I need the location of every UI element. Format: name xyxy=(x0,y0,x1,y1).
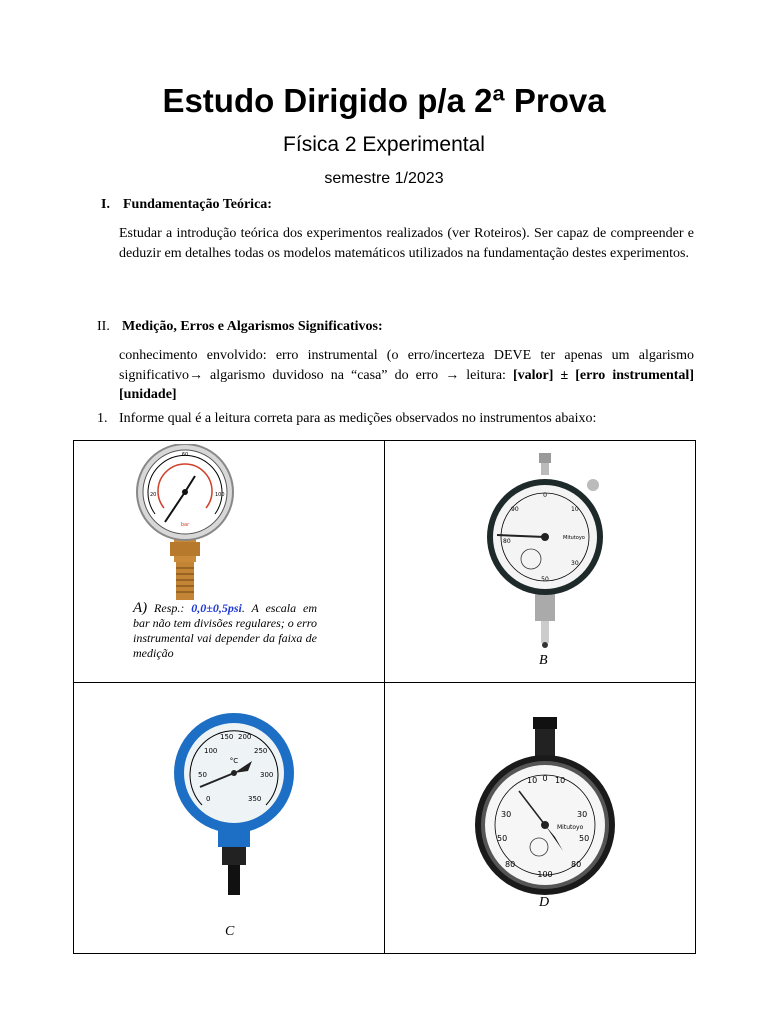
section-2-text-part3: leitura: xyxy=(459,367,513,383)
arrow-icon: → xyxy=(445,367,460,383)
svg-text:80: 80 xyxy=(571,860,582,869)
section-2-text-part1: conhecimento envolvido: erro instrumental (o erro/incerteza DEVE ter apenas um algarismo significativo xyxy=(119,348,694,383)
cell-b xyxy=(385,441,696,683)
pressure-gauge-image xyxy=(132,444,238,600)
svg-text:250: 250 xyxy=(254,747,268,755)
question-1 xyxy=(97,411,596,427)
svg-text:30: 30 xyxy=(577,810,588,819)
cell-c xyxy=(74,683,385,954)
section-2-heading xyxy=(97,319,383,335)
dial-gauge-image xyxy=(471,717,619,895)
page-title: Estudo Dirigido p/a 2ª Prova xyxy=(162,82,606,119)
svg-text:90: 90 xyxy=(511,506,519,513)
figure-c-label: C xyxy=(225,924,235,939)
semester-label: semestre 1/2023 xyxy=(324,170,444,187)
svg-text:10: 10 xyxy=(555,776,566,785)
svg-text:0: 0 xyxy=(206,795,211,803)
answer-a xyxy=(133,601,317,661)
svg-text:Mitutoyo: Mitutoyo xyxy=(563,535,585,541)
svg-text:30: 30 xyxy=(571,560,579,567)
svg-text:80: 80 xyxy=(503,538,511,545)
svg-text:150: 150 xyxy=(220,733,234,741)
instrument-grid xyxy=(73,440,696,954)
svg-text:200: 200 xyxy=(238,733,252,741)
section-1-title: Fundamentação Teórica: xyxy=(123,197,272,212)
svg-text:350: 350 xyxy=(248,795,262,803)
figure-d-label: D xyxy=(539,895,550,910)
arrow-icon: → xyxy=(189,367,203,383)
svg-text:°C: °C xyxy=(229,757,239,765)
svg-text:30: 30 xyxy=(501,810,512,819)
figure-a-label: A) xyxy=(133,600,148,616)
answer-value: 0,0±0,5psi xyxy=(191,601,242,615)
svg-text:50: 50 xyxy=(541,576,549,583)
svg-text:50: 50 xyxy=(198,771,207,779)
section-1-number: I. xyxy=(101,197,110,212)
svg-text:50: 50 xyxy=(497,834,508,843)
dial-indicator-image xyxy=(483,453,607,649)
page-subtitle: Física 2 Experimental xyxy=(283,133,485,156)
section-1-heading xyxy=(101,197,272,213)
svg-text:100: 100 xyxy=(537,870,553,879)
svg-text:10: 10 xyxy=(571,506,579,513)
svg-text:0: 0 xyxy=(542,774,548,783)
section-2-text xyxy=(119,346,694,405)
svg-text:bar: bar xyxy=(180,522,190,528)
question-1-text: Informe qual é a leitura correta para as medições observados no instrumentos abaixo: xyxy=(119,411,597,426)
figure-b-label: B xyxy=(539,653,548,668)
section-2-text-part2: algarismo duvidoso na “casa” do erro xyxy=(203,367,446,383)
question-1-number: 1. xyxy=(97,411,108,426)
svg-text:10: 10 xyxy=(527,776,538,785)
svg-text:80: 80 xyxy=(505,860,516,869)
svg-text:300: 300 xyxy=(260,771,274,779)
thermometer-gauge-image xyxy=(172,713,296,897)
section-1-text: Estudar a introdução teórica dos experimentos realizados (ver Roteiros). Ser capaz de compreender e deduzir em detalhes todas os modelos matemáticos utilizados na fundamentação destes experimentos. xyxy=(119,226,694,261)
svg-text:60: 60 xyxy=(181,452,189,458)
section-2-number: II. xyxy=(97,319,110,334)
cell-d xyxy=(385,683,696,954)
answer-note: . A escala em bar não tem divisões regulares; o erro instrumental vai depender da faixa de medição xyxy=(133,601,318,660)
svg-text:20: 20 xyxy=(150,492,157,498)
section-2-title: Medição, Erros e Algarismos Significativos: xyxy=(122,319,383,334)
svg-text:100: 100 xyxy=(204,747,218,755)
cell-a xyxy=(74,441,385,683)
svg-text:100: 100 xyxy=(215,492,225,498)
svg-text:50: 50 xyxy=(579,834,590,843)
svg-text:0: 0 xyxy=(543,492,547,499)
answer-label: Resp.: xyxy=(154,601,185,615)
svg-text:Mitutoyo: Mitutoyo xyxy=(557,824,584,831)
reading-format: [valor] ± [erro instrumental] [unidade] xyxy=(119,367,694,402)
